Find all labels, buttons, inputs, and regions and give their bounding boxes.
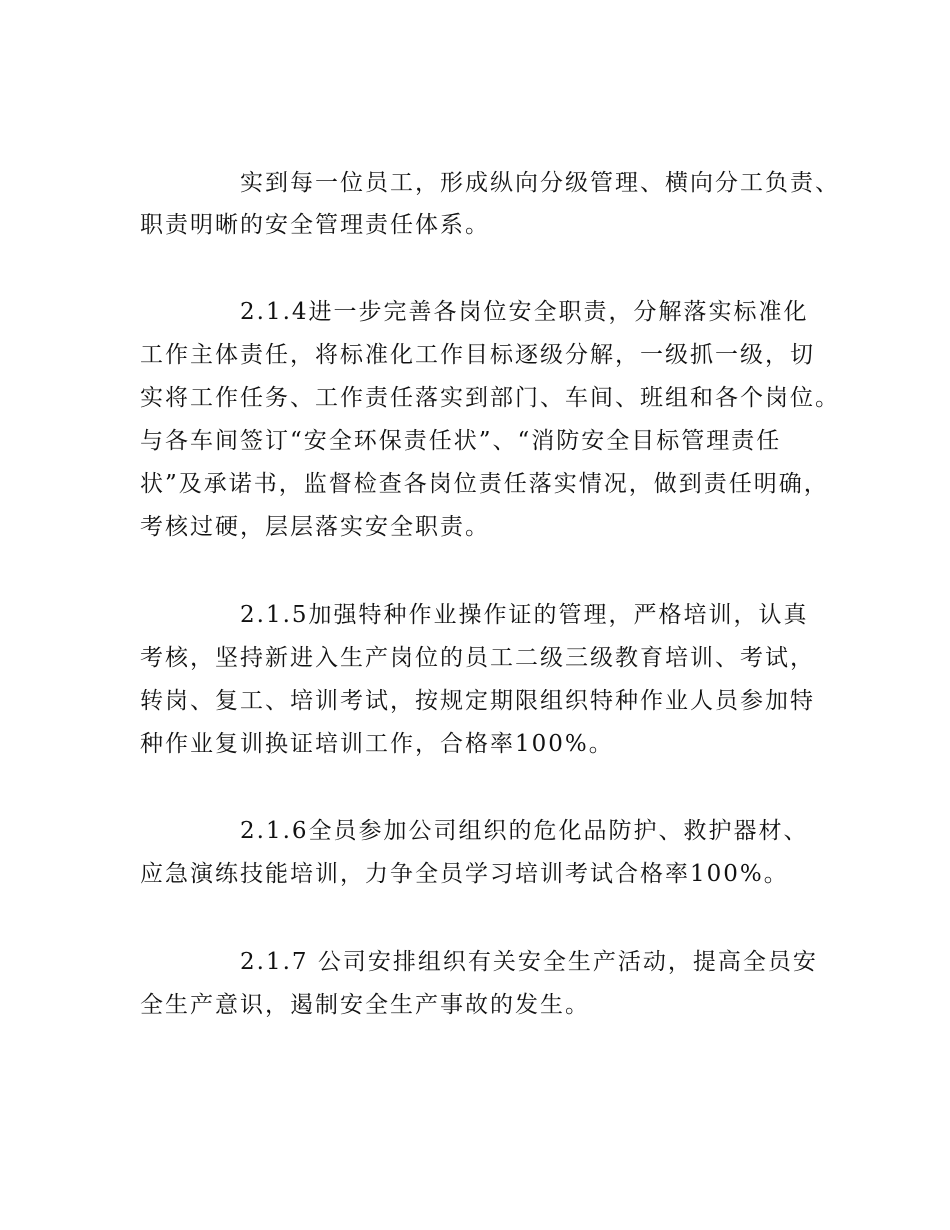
- paragraph-2-line-1: 2.1.4进一步完善各岗位安全职责，分解落实标准化: [240, 299, 809, 325]
- paragraph-5-line-1: 2.1.7 公司安排组织有关安全生产活动，提高全员安: [240, 949, 818, 975]
- paragraph-2-line-4: 与各车间签订“安全环保责任状”、“消防安全目标管理责任: [140, 428, 782, 454]
- paragraph-1-line-1: 实到每一位员工，形成纵向分级管理、横向分工负责、: [240, 170, 840, 196]
- paragraph-2-line-5: 状”及承诺书，监督检查各岗位责任落实情况，做到责任明确，: [140, 471, 829, 497]
- paragraph-3-line-3: 转岗、复工、培训考试，按规定期限组织特种作业人员参加特: [140, 688, 815, 714]
- paragraph-3-line-1: 2.1.5加强特种作业操作证的管理，严格培训，认真: [240, 602, 809, 628]
- paragraph-2-line-6: 考核过硬，层层落实安全职责。: [140, 514, 490, 540]
- paragraph-4-line-1: 2.1.6全员参加公司组织的危化品防护、救护器材、: [240, 818, 809, 844]
- paragraph-3-line-4: 种作业复训换证培训工作，合格率100%。: [140, 731, 614, 757]
- paragraph-1-line-2: 职责明晰的安全管理责任体系。: [140, 212, 490, 238]
- paragraph-5-line-2: 全生产意识，遏制安全生产事故的发生。: [140, 992, 590, 1018]
- paragraph-4-line-2: 应急演练技能培训，力争全员学习培训考试合格率100%。: [140, 861, 789, 887]
- paragraph-3-line-2: 考核，坚持新进入生产岗位的员工二级三级教育培训、考试，: [140, 645, 815, 671]
- paragraph-2-line-3: 实将工作任务、工作责任落实到部门、车间、班组和各个岗位。: [140, 385, 840, 411]
- paragraph-2-line-2: 工作主体责任，将标准化工作目标逐级分解，一级抓一级，切: [140, 342, 815, 368]
